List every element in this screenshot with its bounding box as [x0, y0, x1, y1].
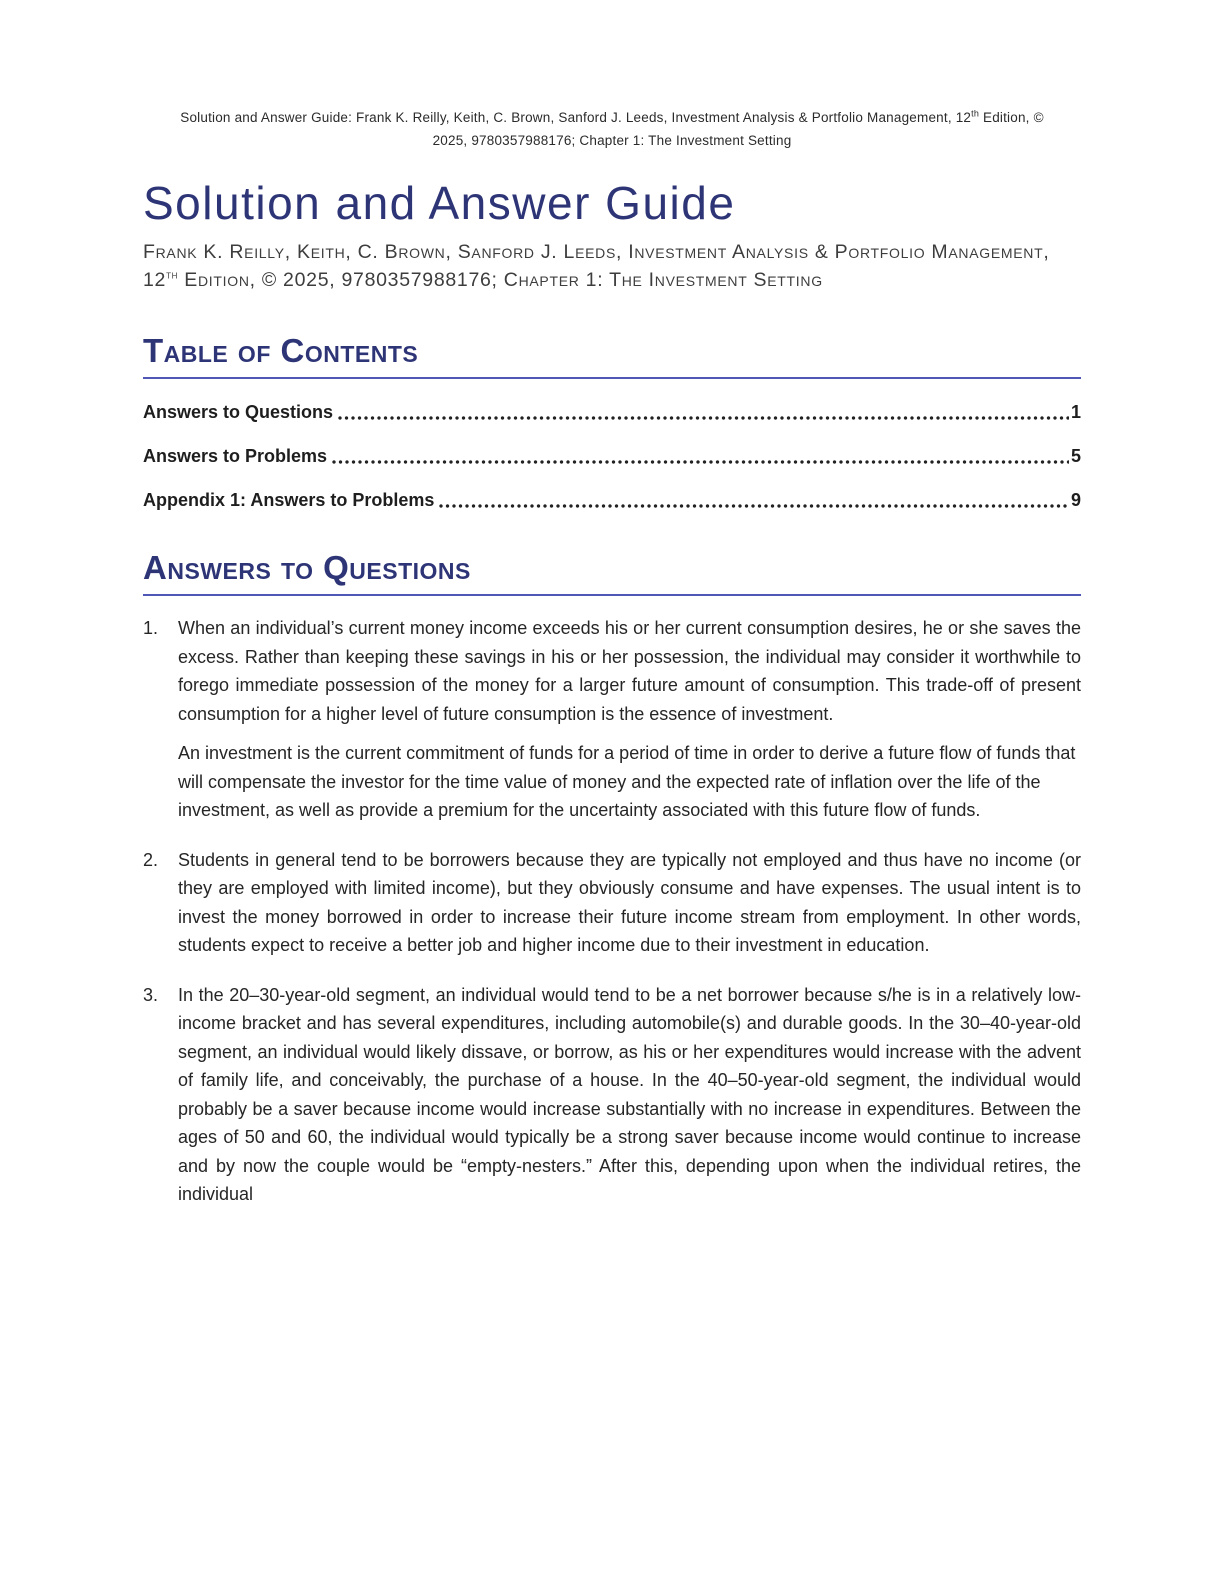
answers-heading-rule	[143, 594, 1081, 596]
question-body	[178, 614, 1081, 825]
question-item-2	[143, 846, 1081, 960]
answers-to-questions-heading: Answers to Questions	[143, 549, 471, 586]
running-header-text: Solution and Answer Guide: Frank K. Reilly, Keith, C. Brown, Sanford J. Leeds, Investment Analysis & Portfolio Management, 12	[180, 110, 972, 125]
toc-dot-leader	[332, 459, 1069, 465]
question-number: 2.	[143, 849, 159, 870]
toc-dot-leader	[439, 503, 1069, 509]
question-paragraph: An investment is the current commitment of funds for a period of time in order to derive a future flow of funds that will compensate the investor for the time value of money and the expected rate of inflation over the life of the investment, as well as provide a premium for the uncertainty associated with this future flow of funds.	[178, 743, 1076, 820]
question-item-3	[143, 981, 1081, 1209]
toc-heading-rule	[143, 377, 1081, 379]
subtitle	[143, 238, 1081, 294]
running-header	[163, 106, 1061, 152]
question-paragraph: In the 20–30-year-old segment, an individual would tend to be a net borrower because s/he is in a relatively low-income bracket and has several expenditures, including automobile(s) and durable goods. In the 30–40-year-old segment, an individual would likely dissave, or borrow, as his or her expenditures would increase with the advent of family life, and conceivably, the purchase of a house. In the 40–50-year-old segment, the individual would probably be a saver because income would increase substantially with no increase in expenditures. Between the ages of 50 and 60, the individual would typically be a strong saver because income would continue to increase and by now the couple would be “empty-nesters.” After this, depending upon when the individual retires, the individual	[178, 984, 1081, 1204]
question-paragraph: Students in general tend to be borrowers because they are typically not employed and thus have no income (or they are employed with limited income), but they obviously consume and have expenses. The usual intent is to invest the money borrowed in order to increase their future income stream from employment. In other words, students expect to receive a better job and higher income due to their investment in education.	[178, 849, 1081, 955]
toc-page-number: 9	[1070, 490, 1081, 510]
toc-page-number: 1	[1070, 402, 1081, 422]
toc-entry-label: Appendix 1: Answers to Problems	[143, 490, 435, 510]
toc-dot-leader	[338, 415, 1069, 421]
answers-list	[143, 614, 1081, 1209]
running-header-text-after: Edition, © 2025, 9780357988176; Chapter 1: The Investment Setting	[432, 110, 1044, 148]
running-header-superscript: th	[971, 108, 980, 119]
subtitle-superscript: th	[166, 267, 179, 282]
question-number: 1.	[143, 618, 159, 638]
question-body	[178, 846, 1081, 960]
subtitle-text-after: Edition, © 2025, 9780357988176; Chapter 1: The Investment Setting	[178, 269, 823, 291]
question-body	[178, 981, 1081, 1209]
toc-entry-answers-to-problems[interactable]	[143, 446, 1081, 467]
toc-entry-label: Answers to Questions	[143, 402, 334, 422]
question-number: 3.	[143, 984, 159, 1005]
toc-page-number: 5	[1070, 446, 1081, 466]
toc-heading: Table of Contents	[143, 332, 419, 369]
toc-entry-appendix-1[interactable]	[143, 490, 1081, 511]
subtitle-text: Frank K. Reilly, Keith, C. Brown, Sanford J. Leeds, Investment Analysis & Portfolio Management, 12	[143, 241, 1050, 291]
toc-entry-answers-to-questions[interactable]	[143, 402, 1081, 423]
page-title: Solution and Answer Guide	[143, 177, 736, 229]
question-item-1	[143, 614, 1081, 825]
toc-entry-label: Answers to Problems	[143, 446, 328, 466]
question-paragraph: When an individual’s current money income exceeds his or her current consumption desires, he or she saves the excess. Rather than keeping these savings in his or her possession, the individual may consider it worthwhile to forego immediate possession of the money for a larger future amount of consumption. This trade-off of present consumption for a higher level of future consumption is the essence of investment.	[178, 618, 1081, 724]
table-of-contents	[143, 402, 1081, 511]
